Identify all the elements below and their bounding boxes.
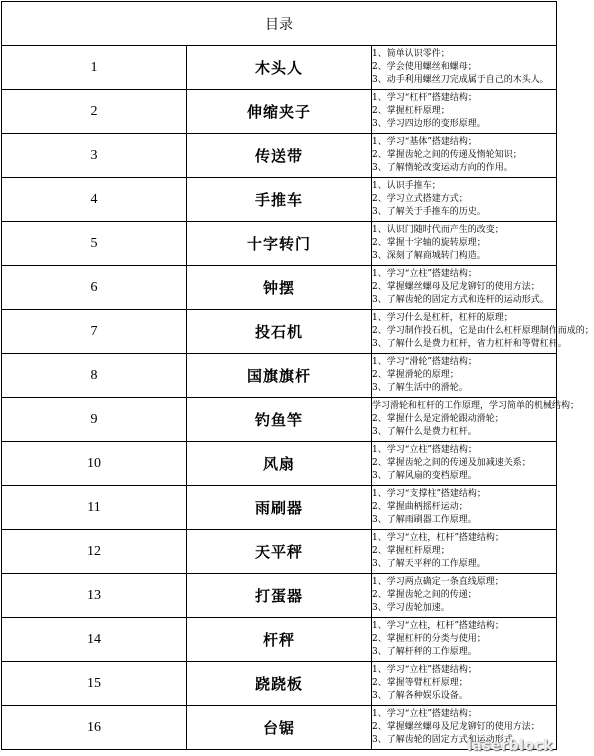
description-line: 1、学习两点确定一条直线原理； [372,577,504,587]
description-line: 2、掌握齿轮之间的传递； [372,590,477,600]
description-line: 3、了解惰轮改变运动方向的作用。 [372,163,513,173]
table-row [2,90,557,134]
description-line: 2、掌握齿轮之间的传递及加减速关系； [372,458,531,468]
description-line: 3、了解什么是费力杠杆。 [372,427,477,437]
lesson-number: 7 [2,310,187,354]
lesson-description [372,222,557,266]
lesson-name: 十字转门 [187,222,372,266]
description-line: 2、掌握等臂杠杆原理； [372,678,468,688]
lesson-description [372,266,557,310]
description-line: 2、学会使用螺丝和螺母； [372,62,477,72]
lesson-number: 11 [2,486,187,530]
toc-title: 目录 [2,2,557,46]
table-row [2,530,557,574]
description-line: 3、了解天平秤的工作原理。 [372,559,486,569]
lesson-name: 跷跷板 [187,662,372,706]
description-line: 1、学习“立柱”搭建结构； [372,445,477,455]
table-row [2,266,557,310]
description-line: 2、掌握滑轮的原理； [372,370,459,380]
description-line: 3、深刻了解商城转门构造。 [372,251,486,261]
description-line: 3、了解生活中的滑轮。 [372,383,468,393]
lesson-description [372,46,557,90]
description-line: 1、学习“立柱”搭建结构； [372,665,477,675]
lesson-name: 雨刷器 [187,486,372,530]
description-line: 1、认识门随时代而产生的改变； [372,225,504,235]
lesson-description [372,398,580,442]
lesson-number: 8 [2,354,187,398]
lesson-name: 木头人 [187,46,372,90]
table-row [2,46,557,90]
description-line: 2、掌握齿轮之间的传递及惰轮知识； [372,150,522,160]
table-row [2,178,557,222]
table-row [2,310,557,354]
lesson-description [372,134,557,178]
description-line: 1、简单认识零件； [372,49,450,59]
table-row [2,618,557,662]
lesson-name: 手推车 [187,178,372,222]
table-row [2,354,557,398]
toc-body [2,46,594,750]
description-line: 3、了解齿轮的固定方式和运动形式。 [372,735,522,745]
description-line: 2、掌握杠杆的分类与使用； [372,634,486,644]
lesson-number: 5 [2,222,187,266]
lesson-description [372,90,557,134]
description-line: 2、学习制作投石机，它是由什么杠杆原理制作而成的； [372,326,594,336]
table-row [2,486,557,530]
lesson-description [372,178,557,222]
description-line: 2、掌握杠杆原理； [372,106,450,116]
description-line: 1、学习什么是杠杆，杠杆的原理； [372,313,513,323]
lesson-number: 4 [2,178,187,222]
lesson-name: 国旗旗杆 [187,354,372,398]
description-line: 2、掌握螺丝螺母及尼龙铆钉的使用方法； [372,722,540,732]
description-line: 3、动手利用螺丝刀完成属于自己的木头人。 [372,75,549,85]
lesson-description [372,618,557,662]
description-line: 3、了解风扇的变档原理。 [372,471,477,481]
description-line: 1、认识手推车； [372,181,441,191]
lesson-name: 钓鱼竿 [187,398,372,442]
lesson-number: 1 [2,46,187,90]
lesson-description [372,662,557,706]
table-row [2,442,557,486]
description-line: 1、学习“滑轮”搭建结构； [372,357,477,367]
lesson-number: 2 [2,90,187,134]
table-row [2,398,557,442]
description-line: 2、掌握曲柄摇杆运动； [372,502,468,512]
lesson-description [372,310,594,354]
lesson-description [372,354,557,398]
description-line: 3、了解什么是费力杠杆，省力杠杆和等臂杠杆。 [372,339,567,349]
toc-table [1,1,594,750]
lesson-name: 风扇 [187,442,372,486]
lesson-description [372,442,557,486]
description-line: 1、学习“支撑柱”搭建结构； [372,489,486,499]
description-line: 3、了解杆秤的工作原理。 [372,647,477,657]
description-line: 3、了解关于手推车的历史。 [372,207,486,217]
lesson-number: 13 [2,574,187,618]
description-line: 1、学习“基体”搭建结构； [372,137,477,147]
table-row [2,222,557,266]
lesson-description [372,486,557,530]
lesson-number: 16 [2,706,187,750]
description-line: 1、学习“立柱，杠杆”搭建结构； [372,533,504,543]
description-line: 2、掌握螺丝螺母及尼龙铆钉的使用方法； [372,282,540,292]
table-row [2,134,557,178]
lesson-description [372,574,557,618]
table-row [2,662,557,706]
lesson-number: 6 [2,266,187,310]
description-line: 1、学习“杠杆”搭建结构； [372,93,477,103]
description-line: 1、学习“立柱”搭建结构； [372,269,477,279]
lesson-name: 传送带 [187,134,372,178]
description-line: 3、学习四边形的变形原理。 [372,119,486,129]
description-line: 1、学习“立柱，杠杆”搭建结构； [372,621,504,631]
lesson-number: 9 [2,398,187,442]
lesson-number: 3 [2,134,187,178]
lesson-description [372,530,557,574]
lesson-name: 伸缩夹子 [187,90,372,134]
description-line: 学习滑轮和杠杆的工作原理，学习简单的机械结构； [372,401,580,411]
lesson-name: 打蛋器 [187,574,372,618]
lesson-name: 杆秤 [187,618,372,662]
lesson-name: 天平秤 [187,530,372,574]
description-line: 3、了解各种娱乐设备。 [372,691,468,701]
table-row [2,574,557,618]
watermark-logo: laserblock [466,738,553,754]
lesson-name: 钟摆 [187,266,372,310]
lesson-number: 15 [2,662,187,706]
lesson-number: 12 [2,530,187,574]
lesson-name: 台锯 [187,706,372,750]
description-line: 2、掌握什么是定滑轮跟动滑轮； [372,414,504,424]
description-line: 2、掌握杠杆原理； [372,546,450,556]
description-line: 3、了解雨刷器工作原理。 [372,515,477,525]
description-line: 1、学习“立柱”搭建结构； [372,709,477,719]
description-line: 3、学习齿轮加速。 [372,603,450,613]
description-line: 2、掌握十字轴的旋转原理； [372,238,486,248]
lesson-number: 10 [2,442,187,486]
description-line: 2、学习立式搭建方式； [372,194,468,204]
description-line: 3、了解齿轮的固定方式和连杆的运动形式。 [372,295,549,305]
lesson-name: 投石机 [187,310,372,354]
lesson-number: 14 [2,618,187,662]
